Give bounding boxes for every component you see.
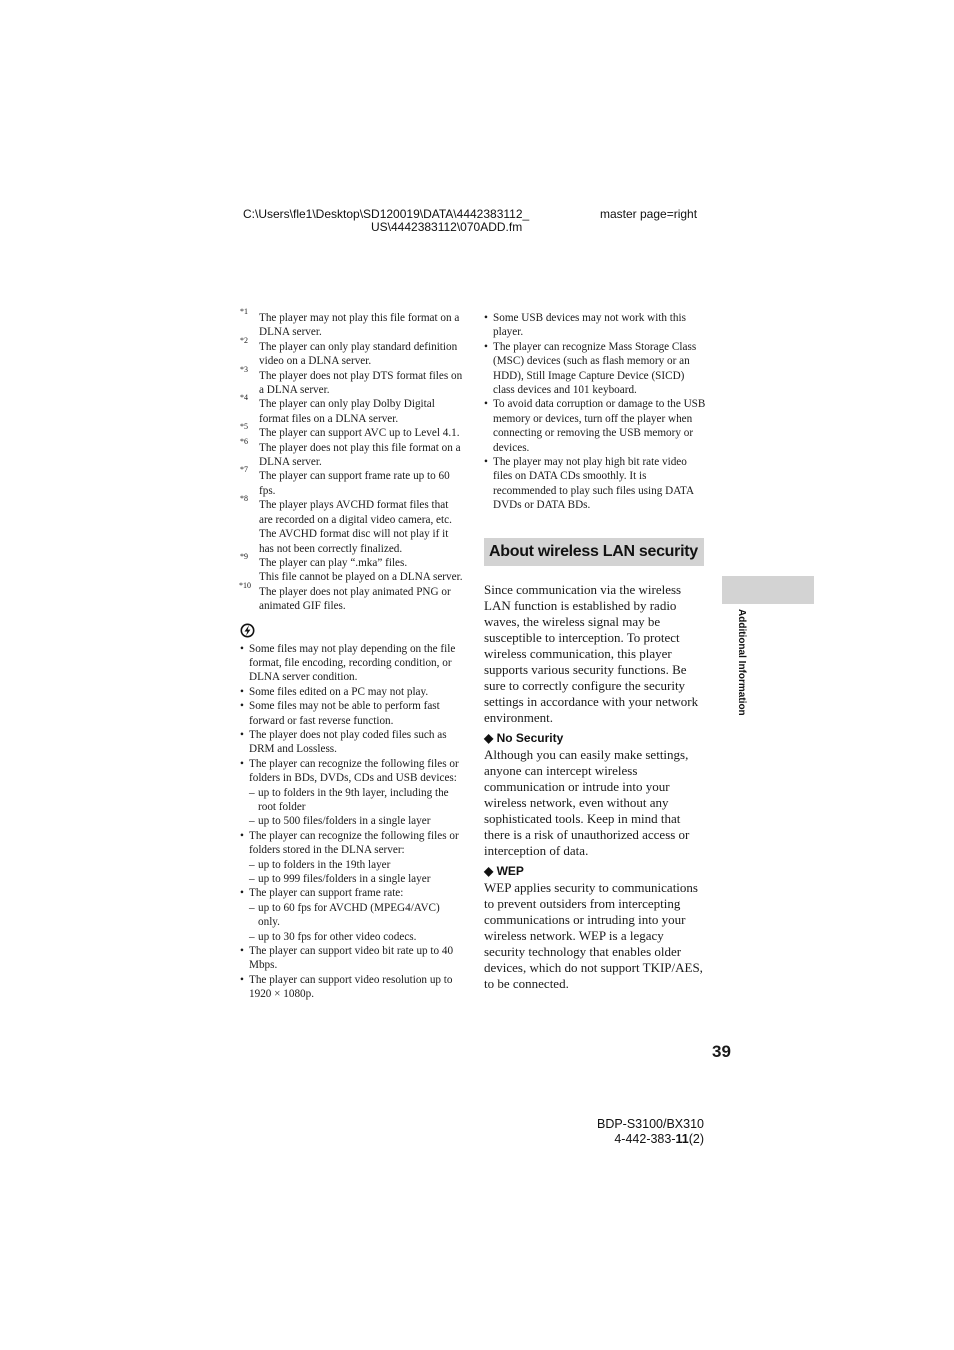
footnote-mark: *3: [240, 364, 248, 374]
list-item: [240, 685, 464, 699]
footnote: [240, 436, 464, 470]
footnote-text: The player does not play DTS format files on a DLNA server.: [259, 369, 463, 397]
list-item-text: The player can recognize the following files or folders stored in the DLNA server:: [249, 829, 459, 857]
footnote-mark: *2: [240, 335, 248, 345]
list-item-text: Some files edited on a PC may not play.: [249, 685, 429, 698]
usb-notes-list: [484, 311, 706, 513]
footnote-mark: *4: [240, 393, 248, 403]
footnote-mark: *8: [240, 494, 248, 504]
page-number: 39: [712, 1042, 731, 1061]
file-path-line2: US\4442383112\070ADD.fm: [371, 220, 523, 234]
sub-list-item: – up to 500 files/folders in a single layer: [249, 814, 464, 828]
footer-model: [597, 1117, 704, 1147]
list-item-text: Some files may not be able to perform fast forward or fast reverse function.: [249, 700, 440, 727]
note-icon: [240, 623, 256, 639]
sub-list-item: – up to 30 fps for other video codecs.: [249, 930, 464, 944]
list-item: • The player can recognize Mass Storage Class (MSC) devices (such as flash memory or an HDD), Still Image Capture Device (SICD) class devices and 101 keyboard.: [484, 340, 706, 398]
list-item: [240, 973, 464, 1002]
section-intro: Since communication via the wireless LAN function is established by radio waves, the wireless signal may be susceptible to interception. To protect wireless communication, this player supports various security functions. Be sure to correctly configure the security settings in accordance with your network environment.: [484, 582, 699, 725]
sub-list-item: – up to folders in the 9th layer, including the root folder: [249, 786, 464, 815]
footnote-text: The player does not play this file format on a DLNA server.: [259, 441, 461, 469]
side-tab: [722, 576, 814, 604]
footnote-text: The player can play “.mka” files.: [259, 556, 408, 569]
list-item: [240, 642, 464, 685]
footnote-mark: *5: [240, 422, 248, 432]
footnote-text: The player can support AVC up to Level 4.1.: [259, 427, 460, 440]
file-path-line1: C:\Users\fle1\Desktop\SD120019\DATA\4442383112_: [243, 207, 530, 221]
list-item: [240, 886, 464, 944]
footnote: [240, 364, 464, 398]
section-title: About wireless LAN security: [484, 538, 704, 566]
footnote-text: The player does not play animated PNG or animated GIF files.: [259, 585, 451, 613]
notes-list: [240, 642, 464, 1002]
footnote: [240, 307, 464, 340]
footnote-text: The player can only play standard definition video on a DLNA server.: [259, 340, 458, 368]
footnote: [240, 494, 464, 556]
code-suffix: (2): [688, 1132, 704, 1146]
footnote: [239, 580, 464, 614]
wep-text: WEP applies security to communications to prevent outsiders from intercepting communications or intruding into your wireless network. WEP is a legacy security technology that enables older devices, which do not support TKIP/AES, to be connected.: [484, 880, 703, 991]
side-label: Additional Information: [736, 609, 747, 716]
master-page-label: master page=right: [600, 207, 698, 221]
code-prefix: 4-442-383-: [614, 1132, 676, 1146]
no-security-text: Although you can easily make settings, anyone can intercept wireless communication or intrude into your wireless network, even without any sophisticated tools. Keep in mind that there is a risk of unauthorized access or interception of data.: [484, 747, 690, 858]
right-column: [484, 311, 706, 513]
footnote-mark: *7: [240, 465, 248, 475]
sub-list: [249, 786, 464, 829]
footnote-mark: *10: [239, 580, 251, 590]
no-security-heading: ◆ No Security: [484, 731, 564, 745]
document-code: [597, 1132, 704, 1147]
footnote: [240, 393, 464, 426]
sub-list: [249, 901, 464, 944]
footnote-text: The player may not play this file format on a DLNA server.: [259, 312, 460, 339]
list-item: • The player may not play high bit rate video files on DATA CDs smoothly. It is recommended to play such files using DATA DVDs or DATA BDs.: [484, 455, 706, 513]
sub-list-item: – up to 999 files/folders in a single layer: [249, 872, 464, 886]
list-item: [240, 757, 464, 829]
list-item: [240, 699, 464, 728]
footnote: [240, 422, 464, 440]
sub-list-item: – up to 60 fps for AVCHD (MPEG4/AVC) only.: [249, 901, 464, 930]
footnote-text: The player can only play Dolby Digital format files on a DLNA server.: [259, 398, 435, 425]
footnote-text: The player can support frame rate up to 60 fps.: [259, 470, 450, 497]
list-item-text: The player can support frame rate:: [249, 887, 404, 900]
footnote-list: [239, 307, 464, 614]
model-number: BDP-S3100/BX310: [596, 1117, 704, 1131]
footnote-text: The player plays AVCHD format files that are recorded on a digital video camera, etc. The AVCHD format disc will not play if it has not been correctly finalized.: [259, 499, 452, 555]
list-item: [240, 829, 464, 887]
list-item: • To avoid data corruption or damage to the USB memory or devices, turn off the player when connecting or removing the USB memory or devices.: [484, 397, 706, 455]
list-item: • Some USB devices may not work with this player.: [484, 311, 706, 340]
wep-heading: ◆ WEP: [484, 864, 524, 878]
list-item-text: The player does not play coded files such as DRM and Lossless.: [249, 728, 447, 756]
list-item-text: The player can support video resolution up to 1920 × 1080p.: [249, 973, 453, 1001]
footnote-mark: *1: [240, 307, 248, 316]
footnote: [240, 551, 464, 585]
footnote-text-continued: This file cannot be played on a DLNA server.: [259, 571, 463, 584]
list-item: [240, 728, 464, 757]
footnote-mark: *6: [240, 436, 248, 446]
sub-list-item: – up to folders in the 19th layer: [249, 858, 464, 872]
footnote-mark: *9: [240, 551, 248, 561]
file-path: [243, 208, 543, 234]
list-item-text: The player can support video bit rate up to 40 Mbps.: [249, 945, 454, 972]
footnote: [240, 335, 464, 369]
list-item-text: Some files may not play depending on the file format, file encoding, recording condition, or DLNA server condition.: [249, 642, 456, 684]
code-bold: 11: [675, 1132, 689, 1146]
sub-list: [249, 858, 464, 887]
footnote: [240, 465, 464, 498]
list-item-text: The player can recognize the following files or folders in BDs, DVDs, CDs and USB devices:: [249, 757, 459, 785]
list-item: [240, 944, 464, 973]
left-column: [239, 307, 464, 1002]
